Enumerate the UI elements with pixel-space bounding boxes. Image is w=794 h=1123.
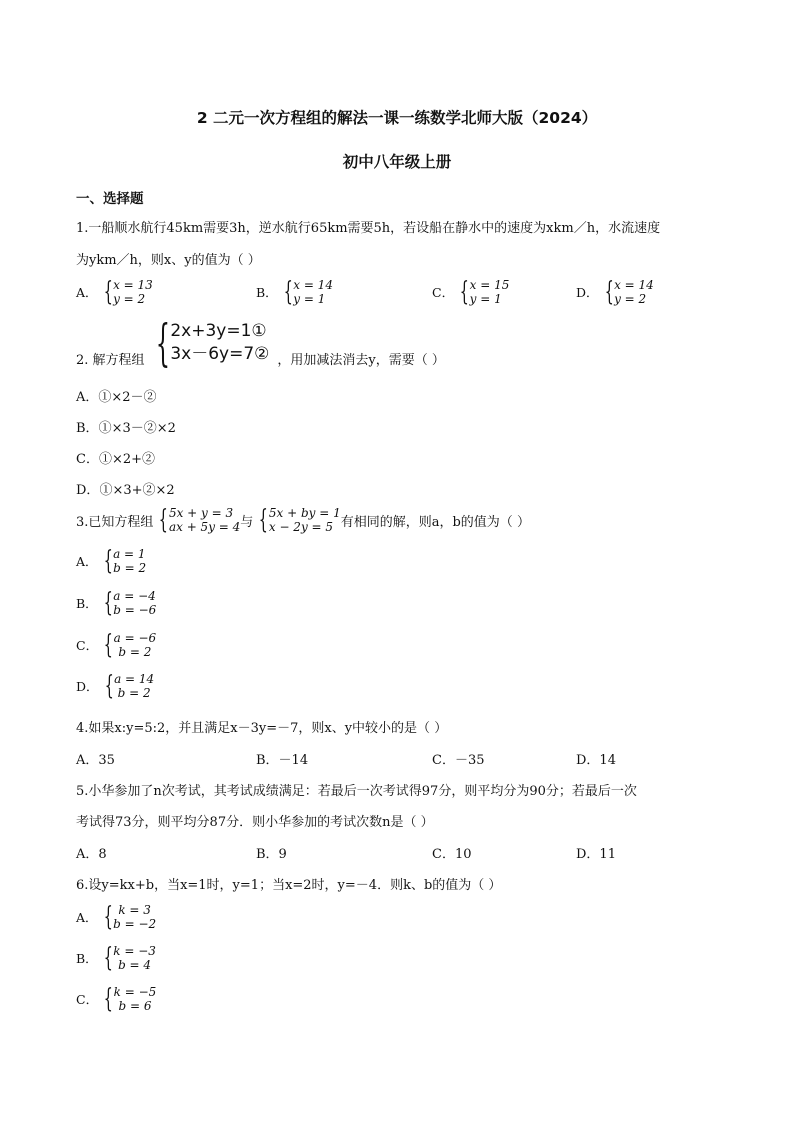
equation-system: { 5x + y = 3 ax + 5y = 4 <box>159 505 241 535</box>
q3-option-b[interactable] <box>76 589 156 617</box>
q5-stem-line1: 5.小华参加了n次考试，其考试成绩满足：若最后一次考试得97分，则平均分为90分；若最后一次 <box>76 784 637 799</box>
eq-line: y = 1 <box>469 292 502 306</box>
q2-stem <box>76 314 445 372</box>
q6-stem: 6.设y=kx+b，当x=1时，y=1；当x=2时，y=－4．则k、b的值为（ ） <box>76 878 502 893</box>
q6-option-c[interactable] <box>76 985 156 1013</box>
q5-option-b[interactable]: B．9 <box>256 847 287 862</box>
eq-line: 5x + by = 1 <box>268 506 341 520</box>
option-label: D． <box>76 483 100 498</box>
eq-line: b = 2 <box>113 561 147 575</box>
q1-stem-line2: 为ykm／h，则x、y的值为（ ） <box>76 253 261 268</box>
q2-option-b[interactable] <box>76 417 176 436</box>
option-text: ①×2－② <box>98 390 157 405</box>
eq-line: y = 1 <box>293 292 326 306</box>
option-label: D． <box>576 285 599 300</box>
equation-system: { a = −4 b = −6 <box>103 588 157 618</box>
eq-line: 5x + y = 3 <box>168 506 234 520</box>
q6-option-a[interactable] <box>76 903 156 931</box>
equation-system: { 2x+3y=1① 3x－6y=7② <box>155 314 270 372</box>
equation-system: { x = 13 y = 2 <box>103 277 153 307</box>
q1-option-a[interactable] <box>76 278 153 306</box>
q5-option-a[interactable]: A．8 <box>76 847 107 862</box>
q6-option-b[interactable] <box>76 944 156 972</box>
q1-option-b[interactable] <box>256 278 333 306</box>
q3-option-c[interactable] <box>76 631 156 659</box>
option-label: B． <box>76 421 99 436</box>
equation-system: { 5x + by = 1 x − 2y = 5 <box>259 505 341 535</box>
eq-line: 2x+3y=1① <box>170 321 267 341</box>
doc-subtitle: 初中八年级上册 <box>342 153 452 171</box>
q2-prefix: 2. 解方程组 <box>76 352 145 368</box>
option-text: ①×2+② <box>98 452 156 467</box>
q4-option-c[interactable]: C．－35 <box>432 753 485 768</box>
q2-option-a[interactable] <box>76 386 157 405</box>
eq-line: b = 4 <box>118 958 152 972</box>
q1-option-c[interactable] <box>432 278 509 306</box>
option-label: C． <box>76 452 99 467</box>
eq-line: x − 2y = 5 <box>268 520 334 534</box>
eq-line: k = 3 <box>118 903 151 917</box>
eq-line: k = −5 <box>113 985 157 999</box>
eq-line: k = −3 <box>113 944 156 958</box>
eq-line: a = −4 <box>113 589 156 603</box>
q4-option-a[interactable]: A．35 <box>76 753 115 768</box>
equation-system: { a = 1 b = 2 <box>103 546 147 576</box>
equation-system: { a = −6 b = 2 <box>103 630 157 660</box>
equation-system: { x = 15 y = 1 <box>459 277 510 307</box>
q2-suffix: ，用加减法消去y，需要（ ） <box>277 352 445 368</box>
eq-line: a = 14 <box>114 672 155 686</box>
q5-option-d[interactable]: D．11 <box>576 847 616 862</box>
eq-line: b = 2 <box>117 686 151 700</box>
q4-stem: 4.如果x:y=5:2，并且满足x－3y=－7，则x、y中较小的是（ ） <box>76 721 448 736</box>
option-label: C． <box>76 638 99 653</box>
q3-stem <box>76 506 530 534</box>
option-label: C． <box>76 992 99 1007</box>
q4-option-b[interactable]: B．－14 <box>256 753 309 768</box>
q4-option-d[interactable]: D．14 <box>576 753 616 768</box>
q2-option-c[interactable] <box>76 448 155 467</box>
equation-system: { k = −3 b = 4 <box>103 943 156 973</box>
q3-prefix: 3.已知方程组 <box>76 514 154 530</box>
q3-option-a[interactable] <box>76 547 146 575</box>
option-label: C． <box>432 285 455 300</box>
eq-line: x = 14 <box>293 278 333 292</box>
doc-title: 2 二元一次方程组的解法一课一练数学北师大版（2024） <box>196 109 598 127</box>
option-label: D． <box>76 679 99 694</box>
equation-system: { x = 14 y = 2 <box>604 277 654 307</box>
eq-line: 3x－6y=7② <box>170 344 270 364</box>
q5-option-c[interactable]: C．10 <box>432 847 472 862</box>
eq-line: y = 2 <box>614 292 647 306</box>
q1-option-d[interactable] <box>576 278 654 306</box>
q1-stem-line1: 1.一船顺水航行45km需要3h，逆水航行65km需要5h，若设船在静水中的速度为xkm／h，水流速度 <box>76 221 661 236</box>
eq-line: a = −6 <box>113 631 157 645</box>
eq-line: x = 14 <box>614 278 654 292</box>
eq-line: ax + 5y = 4 <box>168 520 241 534</box>
eq-line: b = −6 <box>113 603 157 617</box>
section-heading: 一、选择题 <box>76 191 144 207</box>
option-label: B． <box>256 285 278 300</box>
option-label: A． <box>76 910 98 925</box>
option-label: A． <box>76 390 99 405</box>
option-label: B． <box>76 951 98 966</box>
q5-stem-line2: 考试得73分，则平均分87分．则小华参加的考试次数n是（ ） <box>76 815 434 830</box>
option-text: ①×3－②×2 <box>98 421 176 436</box>
q3-mid: 与 <box>240 514 254 530</box>
equation-system: { k = 3 b = −2 <box>103 902 157 932</box>
q3-option-d[interactable] <box>76 672 154 700</box>
option-label: A． <box>76 285 98 300</box>
q2-option-d[interactable] <box>76 479 175 498</box>
equation-system: { a = 14 b = 2 <box>104 671 155 701</box>
eq-line: b = 2 <box>118 645 152 659</box>
option-label: A． <box>76 554 98 569</box>
q3-suffix: 有相同的解，则a，b的值为（ ） <box>340 514 530 530</box>
eq-line: b = 6 <box>118 999 152 1013</box>
eq-line: x = 13 <box>113 278 153 292</box>
option-text: ①×3+②×2 <box>99 483 175 498</box>
equation-system: { k = −5 b = 6 <box>103 984 157 1014</box>
eq-line: a = 1 <box>113 547 146 561</box>
option-label: B． <box>76 596 98 611</box>
equation-system: { x = 14 y = 1 <box>283 277 333 307</box>
eq-line: b = −2 <box>113 917 157 931</box>
eq-line: y = 2 <box>113 292 146 306</box>
eq-line: x = 15 <box>469 278 510 292</box>
